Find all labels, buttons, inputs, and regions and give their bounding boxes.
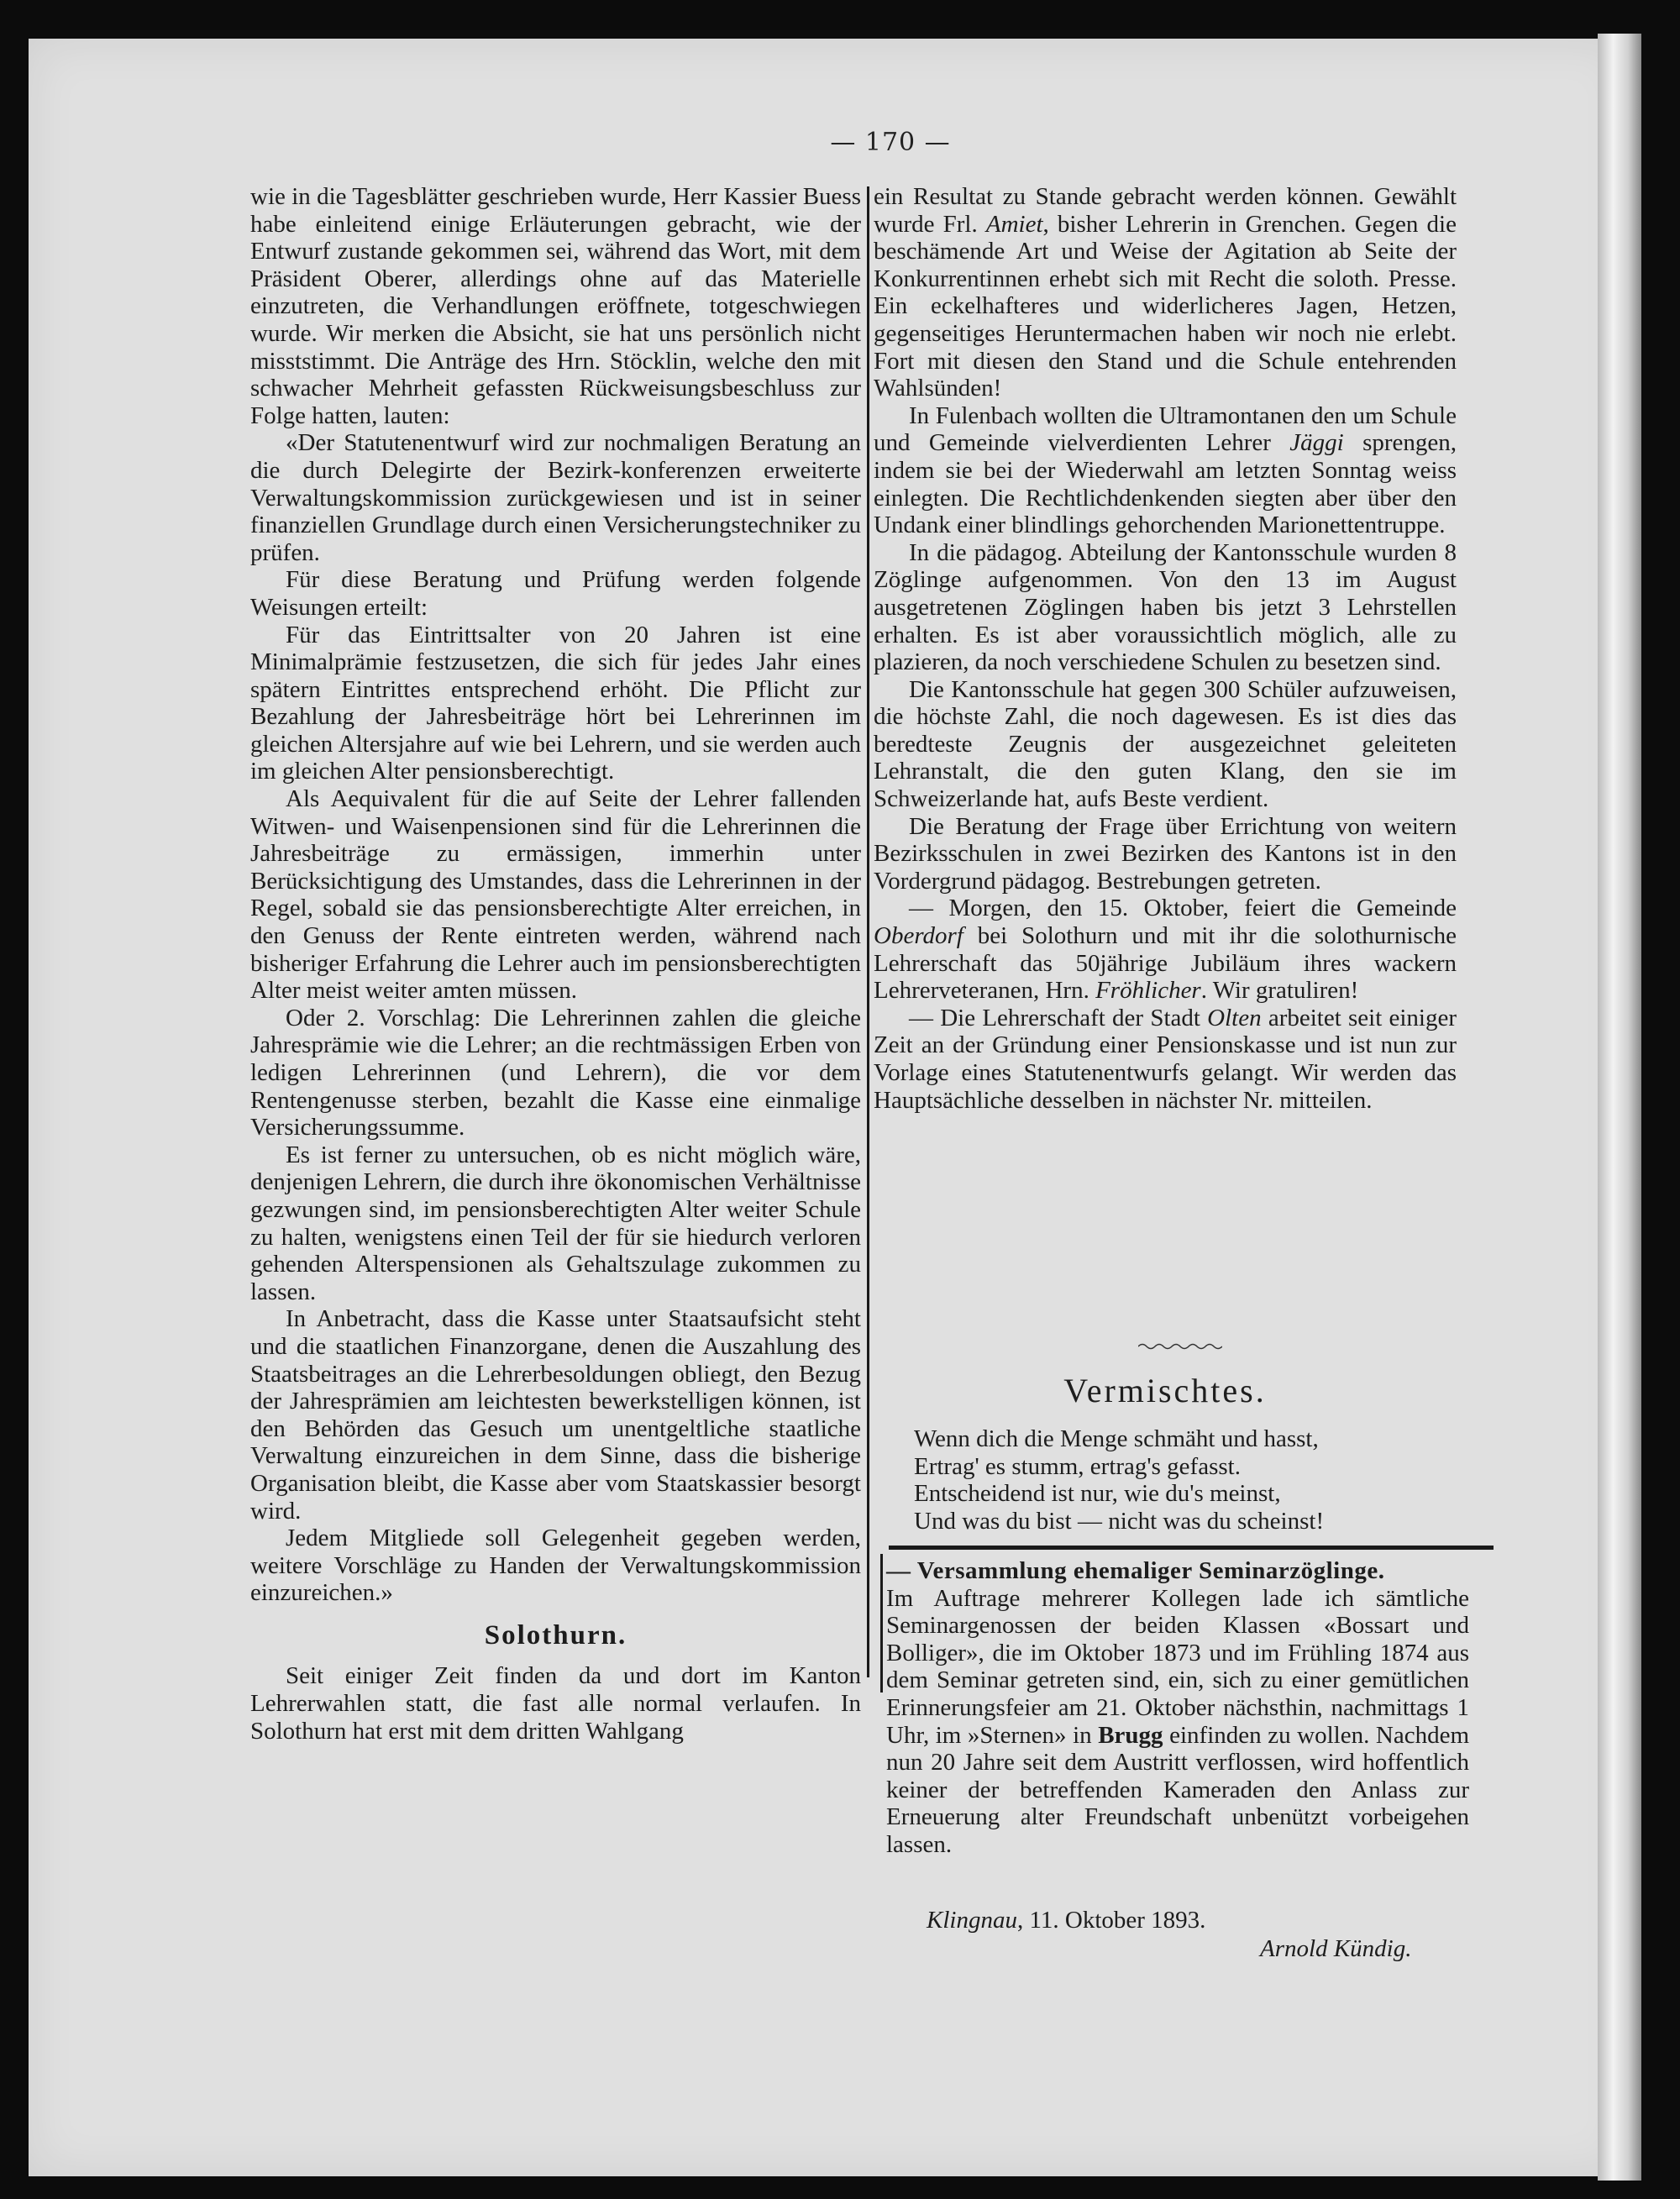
paragraph: Oder 2. Vorschlag: Die Lehrerinnen zahlen die gleiche Jahresprämie wie die Lehrer; an die rechtmässigen Erben von ledigen Lehrerinnen (und Lehrern), die vor dem Rentengenusse sterben, bezahlt die Kasse eine einmalige Versicherungssumme. xyxy=(250,1004,861,1141)
paragraph: In die pädagog. Abteilung der Kantonsschule wurden 8 Zöglinge aufgenommen. Von den 13 im August ausgetretenen Zöglingen haben bis jetzt 3 Lehrstellen erhalten. Es ist aber voraussichtlich möglich, alle zu plazieren, da noch verschiedene Schulen zu besetzen sind. xyxy=(874,538,1457,676)
paragraph: Die Kantonsschule hat gegen 300 Schüler aufzuweisen, die höchste Zahl, die noch dagewesen. Es ist dies das beredteste Zeugnis der ausgezeichnet geleiteten Lehranstalt, die den guten Klang, den sie im Schweizerlande hat, aufs Beste verdient. xyxy=(874,675,1457,813)
paragraph: Als Aequivalent für die auf Seite der Lehrer fallenden Witwen- und Waisenpensionen sind für die Lehrerinnen die Jahresbeiträge zu ermässigen, immerhin unter Berücksichtigung des Umstandes, dass die Lehrerinnen in der Regel, sobald sie das pensionsberechtigte Alter erreichen, in den Genuss der Rente eintreten werden, während nach bisheriger Erfahrung die Lehrer auch im pensionsberechtigten Alter meist weiter amten müssen. xyxy=(250,785,861,1005)
place-name: Olten xyxy=(1207,1004,1262,1031)
paragraph: Seit einiger Zeit finden da und dort im Kanton Lehrerwahlen statt, die fast alle normal verlaufen. In Solothurn hat erst mit dem dritten Wahlgang xyxy=(250,1662,861,1745)
page-number: — 170 — xyxy=(830,128,951,157)
person-name: Jäggi xyxy=(1289,429,1344,457)
paragraph: — Die Lehrerschaft der Stadt Olten arbeitet seit einiger Zeit an der Gründung einer Pensionskasse und ist nun zur Vorlage eines Statutenentwurfs gelangt. Wir werden das Hauptsächliche desselben in nächster Nr. mitteilen. xyxy=(874,1004,1457,1114)
left-column xyxy=(250,183,861,1745)
poem xyxy=(914,1425,1468,1535)
section-title-solothurn: Solothurn. xyxy=(484,1619,627,1651)
paragraph: In Fulenbach wollten die Ultramontanen den um Schule und Gemeinde vielverdienten Lehrer Jäggi sprengen, indem sie bei der Wiederwahl am letzten Sonntag weiss einlegten. Die Rechtlichdenkenden siegten aber über den Undank einer blindlings gehorchenden Marionettentruppe. xyxy=(874,401,1457,539)
poem-line: Und was du bist — nicht was du scheinst! xyxy=(914,1507,1325,1535)
paragraph: Jedem Mitgliede soll Gelegenheit gegeben werden, weitere Vorschläge zu Handen der Verwaltungskommission einzureichen.» xyxy=(250,1525,861,1607)
person-name: Fröhlicher xyxy=(1095,977,1201,1005)
ornament-divider xyxy=(1138,1342,1222,1351)
paragraph: In Anbetracht, dass die Kasse unter Staatsaufsicht steht und die staatlichen Finanzorgane, denen die Auszahlung des Staatsbeitrages an die Lehrerbesoldungen obliegt, den Bezug der Jahresprämien am leichtesten bewerkstelligen können, ist den Behörden das Gesuch um unentgeltliche staatliche Verwaltung einzureichen in dem Sinne, dass die bisherige Organisation bleibt, die Kasse aber vom Staatskassier besorgt wird. xyxy=(250,1305,861,1525)
notice-versammlung xyxy=(886,1557,1469,1859)
paragraph: Für diese Beratung und Prüfung werden folgende Weisungen erteilt: xyxy=(250,566,861,621)
notice-body: Im Auftrage mehrerer Kollegen lade ich sämtliche Seminargenossen der beiden Klassen «Bossart und Bolliger», die im Oktober 1873 und im Frühling 1874 aus dem Seminar getreten sind, ein, sich zu einer gemütlichen Erinnerungsfeier am 21. Oktober nächsthin, nachmittags 1 Uhr, im »Sternen» in Brugg einfinden zu wollen. Nachdem nun 20 Jahre seit dem Austritt verflossen, wird hoffentlich keiner der betreffenden Kameraden den Anlass zur Erneuerung alter Freundschaft unbenützt vorbeigehen lassen. xyxy=(886,1584,1469,1858)
person-name: Amiet xyxy=(985,210,1043,238)
paragraph: Für das Eintrittsalter von 20 Jahren ist eine Minimalprämie festzusetzen, die sich für jedes Jahr eines spätern Eintrittes entsprechend erhöht. Die Pflicht zur Bezahlung der Jahresbeiträge hört bei Lehrerinnen im gleichen Altersjahre auf wie bei Lehrern, und sie werden auch im gleichen Alter pensionsberechtigt. xyxy=(250,621,861,785)
paragraph: ein Resultat zu Stande gebracht werden können. Gewählt wurde Frl. Amiet, bisher Lehrerin in Grenchen. Gegen die beschämende Art und Weise der Agitation ab Seite der Konkurrentinnen erhebt sich mit Recht die soloth. Presse. Ein eckelhafteres und widerlicheres Jagen, Hetzen, gegenseitiges Heruntermachen haben wir noch nie erlebt. Fort mit diesen den Stand und die Schule entehrenden Wahlsünden! xyxy=(874,183,1457,402)
place-name: Klingnau xyxy=(927,1907,1017,1934)
place-name: Oberdorf xyxy=(874,922,963,950)
signature: Arnold Kündig. xyxy=(1260,1935,1412,1962)
notice-border xyxy=(880,1554,883,1693)
paragraph: wie in die Tagesblätter geschrieben wurde, Herr Kassier Buess habe einleitend einige Erläuterungen gebracht, wie der Entwurf zustande gekommen sei, während das Wort, mit dem Präsident Oberer, allerdings ohne auf das Materielle einzutreten, die Verhandlungen eröffnete, totgeschwiegen wurde. Wir merken die Absicht, sie hat uns persönlich nicht misststimmt. Die Anträge des Hrn. Stöcklin, welche den mit schwacher Mehrheit gefassten Rückweisungsbeschluss zur Folge hatten, lauten: xyxy=(250,183,861,429)
poem-line: Entscheidend ist nur, wie du's meinst, xyxy=(914,1480,1281,1508)
book-gutter xyxy=(1598,34,1641,2181)
poem-line: Wenn dich die Menge schmäht und hasst, xyxy=(914,1425,1319,1452)
notice-heading: — Versammlung ehemaliger Seminarzöglinge. xyxy=(886,1557,1385,1584)
dateline: Klingnau, 11. Oktober 1893. xyxy=(927,1907,1206,1934)
horizontal-rule xyxy=(889,1546,1494,1550)
paragraph: «Der Statutenentwurf wird zur nochmaligen Beratung an die durch Delegirte der Bezirk-konferenzen erweiterte Verwaltungskommission zurückgewiesen und ist in seiner finanziellen Grundlage durch einen Versicherungstechniker zu prüfen. xyxy=(250,429,861,566)
right-column xyxy=(874,183,1457,1114)
paragraph: Es ist ferner zu untersuchen, ob es nicht möglich wäre, denjenigen Lehrern, die durch ihre ökonomischen Verhältnisse gezwungen sind, im pensionsberechtigten Alter weiter Schule zu halten, wenigstens einen Teil der für sie hiedurch verloren gehenden Alterspensionen als Gehaltszulage zukommen zu lassen. xyxy=(250,1141,861,1305)
paragraph: — Morgen, den 15. Oktober, feiert die Gemeinde Oberdorf bei Solothurn und mit ihr die solothurnische Lehrerschaft das 50jährige Jubiläum ihres wackern Lehrerveteranen, Hrn. Fröhlicher. Wir gratuliren! xyxy=(874,895,1457,1005)
place-name: Brugg xyxy=(1098,1721,1163,1749)
poem-line: Ertrag' es stumm, ertrag's gefasst. xyxy=(914,1452,1241,1480)
section-title-vermischtes: Vermischtes. xyxy=(1063,1372,1267,1409)
paragraph: Die Beratung der Frage über Errichtung von weitern Bezirksschulen in zwei Bezirken des Kantons ist in den Vordergrund pädagog. Bestrebungen getreten. xyxy=(874,812,1457,895)
column-divider xyxy=(867,186,869,1677)
